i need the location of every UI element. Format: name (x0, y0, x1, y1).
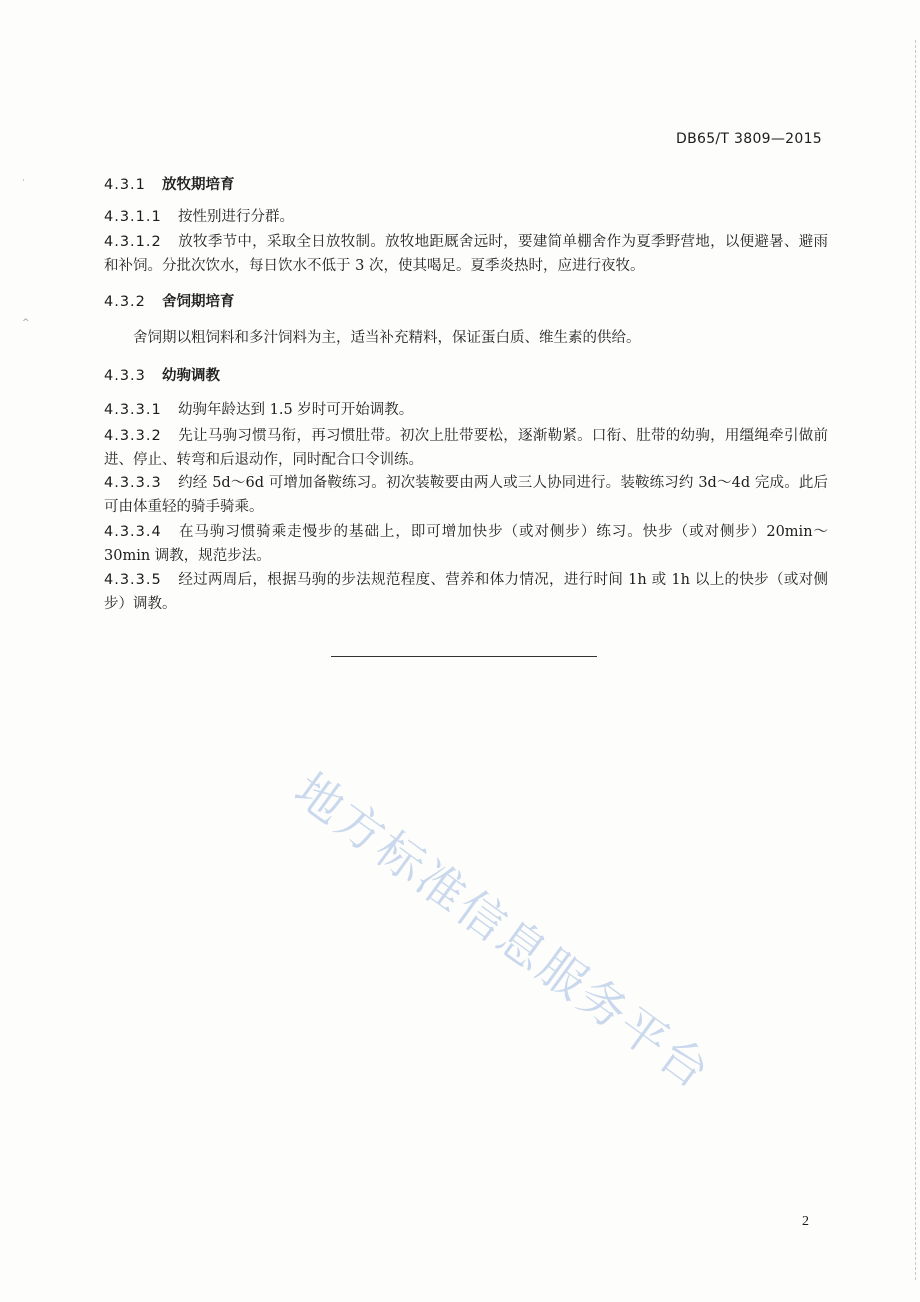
clause-4-3-3-3 (104, 471, 828, 519)
clause-text: 幼驹年龄达到 1.5 岁时可开始调教。 (178, 402, 414, 418)
clause-number: 4.3.3.4 (104, 524, 162, 540)
clause-text: 约经 5d～6d 可增加备鞍练习。初次装鞍要由两人或三人协同进行。装鞍练习约 3d～4d 完成。此后可由体重轻的骑手骑乘。 (104, 475, 828, 515)
clause-number: 4.3.3.3 (104, 475, 162, 491)
section-number: 4.3.1 (104, 177, 146, 193)
end-rule (331, 656, 597, 657)
clause-number: 4.3.3.5 (104, 572, 162, 588)
clause-text: 按性别进行分群。 (178, 209, 294, 225)
section-title: 幼驹调教 (162, 367, 220, 384)
clause-text: 经过两周后，根据马驹的步法规范程度、营养和体力情况，进行时间 1h 或 1h 以上的快步（或对侧步）调教。 (104, 572, 828, 612)
clause-number: 4.3.3.1 (104, 402, 162, 418)
clause-text: 放牧季节中，采取全日放牧制。放牧地距厩舍远时，要建简单棚舍作为夏季野营地，以便避暑、避雨和补饲。分批次饮水，每日饮水不低于 3 次，使其喝足。夏季炎热时，应进行夜牧。 (104, 234, 828, 274)
clause-4-3-3-2 (104, 424, 828, 472)
clause-number: 4.3.1.1 (104, 209, 162, 225)
standard-code: DB65/T 3809—2015 (676, 131, 822, 147)
scan-speck: · (22, 176, 25, 186)
clause-4-3-1-1 (104, 205, 828, 229)
clause-number: 4.3.3.2 (104, 428, 162, 444)
section-heading-4-3-3 (104, 364, 828, 388)
clause-number: 4.3.1.2 (104, 234, 162, 250)
section-heading-4-3-1 (104, 173, 828, 197)
clause-text: 先让马驹习惯马衔，再习惯肚带。初次上肚带要松，逐渐勒紧。口衔、肚带的幼驹，用缰绳牵引做前进、停止、转弯和后退动作，同时配合口令训练。 (104, 428, 828, 468)
clause-4-3-1-2 (104, 230, 828, 278)
section-number: 4.3.2 (104, 294, 146, 310)
section-heading-4-3-2 (104, 290, 828, 314)
section-title: 放牧期培育 (162, 176, 235, 193)
section-title: 舍饲期培育 (162, 293, 235, 310)
clause-4-3-3-4 (104, 520, 828, 568)
scan-speck: ^ (22, 318, 30, 328)
paragraph-indoor-feeding (104, 326, 828, 350)
paragraph-text: 舍饲期以粗饲料和多汁饲料为主，适当补充精料，保证蛋白质、维生素的供给。 (133, 330, 641, 346)
clause-text: 在马驹习惯骑乘走慢步的基础上，即可增加快步（或对侧步）练习。快步（或对侧步）20min～30min 调教，规范步法。 (104, 524, 828, 564)
clause-4-3-3-5 (104, 568, 828, 616)
section-number: 4.3.3 (104, 368, 146, 384)
watermark: 地方标准信息服务平台 (284, 762, 722, 1101)
scan-edge (915, 40, 918, 1280)
clause-4-3-3-1 (104, 398, 828, 422)
page-number: 2 (802, 1214, 809, 1229)
